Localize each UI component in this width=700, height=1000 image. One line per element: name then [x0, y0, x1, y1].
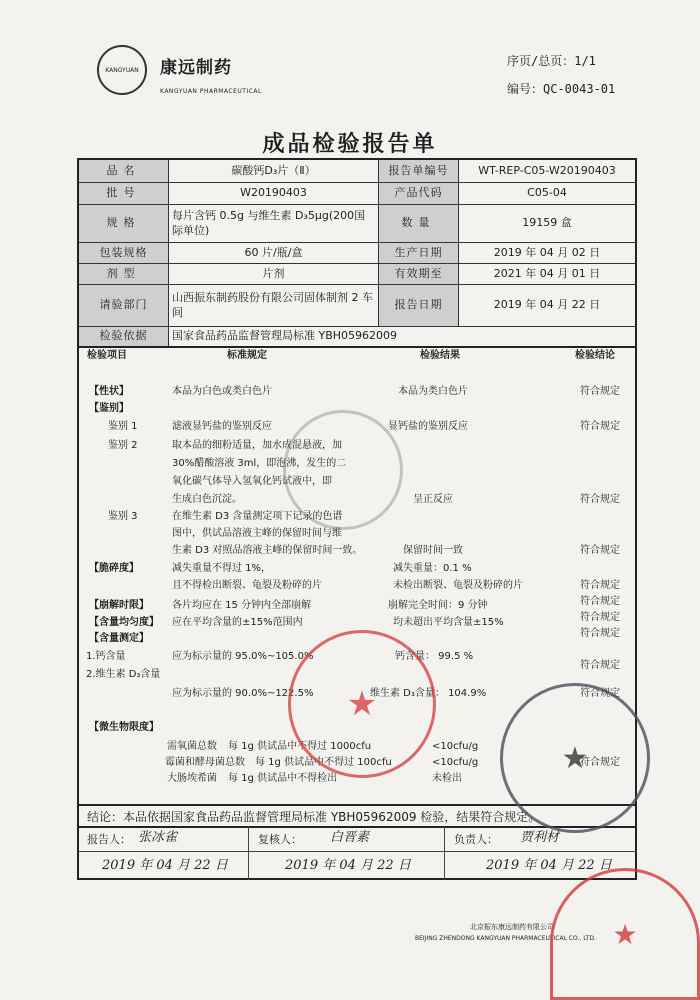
friability-standard-l2: 且不得检出断裂、龟裂及粉碎的片: [172, 580, 322, 591]
ident2-standard-l2: 30%醋酸溶液 3ml，即泡沸，发生的二: [172, 458, 347, 469]
microbial3-result: 未检出: [432, 773, 462, 784]
disintegration-conclusion: 符合规定: [580, 612, 620, 623]
friability-conclusion-1: 符合规定: [580, 580, 620, 591]
report-no-label: 报告单编号: [379, 160, 459, 183]
reporter-date: 2019 年 04 月 22 日: [102, 858, 228, 873]
ident1-standard: 滤液显钙盐的鉴别反应: [172, 421, 272, 432]
ident3-standard-l1: 在维生素 D3 含量测定项下记录的色谱: [172, 511, 343, 522]
disintegration-standard: 各片均应在 15 分钟内全部崩解: [172, 600, 312, 611]
ident2-standard-l4: 生成白色沉淀。: [172, 494, 242, 505]
company-logo: [97, 45, 147, 95]
pack-value: 60 片/瓶/盒: [169, 243, 379, 264]
star-icon: ★: [561, 740, 589, 776]
name-value: 碳酸钙D₃片（Ⅱ）: [169, 160, 379, 183]
assay2-conclusion: 符合规定: [580, 688, 620, 699]
reviewer-signature: 白晋素: [330, 830, 370, 845]
ident2-name: 鉴别 2: [108, 440, 138, 451]
ident3-result: 保留时间一致: [403, 545, 463, 556]
info-table: [77, 158, 637, 348]
microbial3-standard: 每 1g 供试品中不得检出: [228, 773, 338, 784]
company-name-en: KANGYUAN PHARMACEUTICAL: [160, 88, 262, 95]
expiry-value: 2021 年 04 月 01 日: [459, 264, 635, 285]
microbial2-result: <10cfu/g: [432, 757, 479, 768]
signature-divider-v2: [444, 826, 445, 880]
microbial3-name: 大肠埃希菌: [167, 773, 217, 784]
ident3-conclusion: 符合规定: [580, 545, 620, 556]
spec-value: 每片含钙 0.5g 与维生素 D₃5μg(200国际单位): [169, 205, 379, 243]
ident2-standard-l3: 氧化碳气体导入氢氧化钙试液中，即: [172, 476, 332, 487]
company-name: 康远制药: [160, 58, 232, 78]
batch-value: W20190403: [169, 183, 379, 205]
microbial-heading: 【微生物限度】: [89, 722, 159, 733]
ident3-name: 鉴别 3: [108, 511, 138, 522]
stamp-kangyuan: [500, 683, 650, 833]
uniformity-result: 均未超出平均含量±15%: [393, 617, 504, 628]
assay1-standard: 应为标示量的 95.0%~105.0%: [172, 651, 314, 662]
assay2-standard: 应为标示量的 90.0%~122.5%: [172, 688, 314, 699]
responsible-signature: 贾利材: [520, 830, 560, 845]
page-number: 序页/总页：1/1: [507, 54, 596, 68]
dept-label: 请验部门: [79, 285, 169, 327]
reporter-signature: 张冰雀: [138, 830, 178, 845]
assay1-name: 1.钙含量: [86, 651, 126, 662]
assay1-conclusion: 符合规定: [580, 660, 620, 671]
ident2-conclusion: 符合规定: [580, 494, 620, 505]
appearance-result: 本品为类白色片: [398, 386, 468, 397]
report-date-label: 报告日期: [379, 285, 459, 327]
code-label: 产品代码: [379, 183, 459, 205]
assay2-name: 2.维生素 D₃含量: [86, 669, 161, 680]
microbial2-name: 霉菌和酵母菌总数: [165, 757, 245, 768]
column-item: 检验项目: [87, 350, 127, 361]
batch-label: 批号: [79, 183, 169, 205]
basis-value: 国家食品药品监督管理局标准 YBH05962009: [172, 329, 398, 343]
red-stamp-suzhou: [550, 868, 700, 1000]
name-label: 品名: [79, 160, 169, 183]
reviewer-label: 复核人：: [258, 833, 302, 846]
uniformity-heading: 【含量均匀度】: [89, 617, 159, 628]
prod-date-value: 2019 年 04 月 02 日: [459, 243, 635, 264]
friability-conclusion-2: 符合规定: [580, 596, 620, 607]
logo-icon: KANGYUAN: [105, 66, 139, 74]
star-icon: ★: [346, 684, 378, 724]
signature-divider-v1: [248, 826, 249, 880]
form-label: 剂型: [79, 264, 169, 285]
basis-label: 检验依据: [79, 327, 169, 346]
dept-value: 山西振东制药股份有限公司固体制剂 2 车间: [169, 285, 379, 327]
appearance-conclusion: 符合规定: [580, 386, 620, 397]
report-title: 成品检验报告单: [262, 132, 438, 157]
friability-standard-l1: 减失重量不得过 1%，: [172, 563, 272, 574]
microbial2-standard: 每 1g 供试品中不得过 100cfu: [255, 757, 392, 768]
star-icon: ★: [612, 917, 638, 951]
assay1-result: 钙含量： 99.5 %: [395, 651, 474, 662]
microbial1-standard: 每 1g 供试品中不得过 1000cfu: [228, 741, 372, 752]
assay-heading: 【含量测定】: [89, 633, 149, 644]
column-result: 检验结果: [420, 350, 460, 361]
appearance-standard: 本品为白色或类白色片: [172, 386, 272, 397]
qty-label: 数量: [379, 205, 459, 243]
appearance-heading: 【性状】: [89, 386, 129, 397]
prod-date-label: 生产日期: [379, 243, 459, 264]
gray-stamp: [283, 410, 403, 530]
ident2-result: 呈正反应: [413, 494, 453, 505]
ident1-name: 鉴别 1: [108, 421, 138, 432]
column-standard: 标准规定: [227, 350, 267, 361]
microbial1-name: 需氧菌总数: [167, 741, 217, 752]
disintegration-result: 崩解完全时间：9 分钟: [388, 600, 488, 611]
form-value: 片剂: [169, 264, 379, 285]
ident2-standard-l1: 取本品的细粉适量，加水成混悬液，加: [172, 440, 342, 451]
red-stamp-hubei: [288, 630, 436, 778]
ident3-standard-l3: 生素 D3 对照品溶液主峰的保留时间一致。: [172, 545, 363, 556]
code-value: C05-04: [459, 183, 635, 205]
qty-value: 19159 盒: [459, 205, 635, 243]
disintegration-heading: 【崩解时限】: [89, 600, 149, 611]
friability-result-l1: 减失重量：0.1 %: [393, 563, 472, 574]
uniformity-conclusion: 符合规定: [580, 628, 620, 639]
reviewer-date: 2019 年 04 月 22 日: [285, 858, 411, 873]
ident3-standard-l2: 图中，供试品溶液主峰的保留时间与维: [172, 528, 342, 539]
report-date-value: 2019 年 04 月 22 日: [459, 285, 635, 327]
responsible-date: 2019 年 04 月 22 日: [486, 858, 612, 873]
uniformity-standard: 应在平均含量的±15%范围内: [172, 617, 303, 628]
friability-heading: 【脆碎度】: [89, 563, 139, 574]
signature-divider: [77, 851, 637, 852]
ident1-result: 显钙盐的鉴别反应: [388, 421, 468, 432]
footer-address-cn: 北京振东康远制药有限公司: [470, 923, 554, 931]
responsible-label: 负责人：: [454, 833, 498, 846]
spec-label: 规格: [79, 205, 169, 243]
report-no-value: WT-REP-C05-W20190403: [459, 160, 635, 183]
ident1-conclusion: 符合规定: [580, 421, 620, 432]
pack-label: 包装规格: [79, 243, 169, 264]
assay2-result: 维生素 D₃含量： 104.9%: [370, 688, 487, 699]
column-conclusion: 检验结论: [575, 350, 615, 361]
reporter-label: 报告人：: [87, 833, 131, 846]
friability-result-l2: 未检出断裂、龟裂及粉碎的片: [393, 580, 523, 591]
identification-heading: 【鉴别】: [89, 403, 129, 414]
footer-address-en: BEIJING ZHENDONG KANGYUAN PHARMACEUTICAL CO., LTD.: [415, 935, 596, 942]
microbial1-result: <10cfu/g: [432, 741, 479, 752]
document-number: 编号：QC-0043-01: [507, 82, 616, 96]
microbial-conclusion: 符合规定: [580, 757, 620, 768]
conclusion-row: 结论：本品依据国家食品药品监督管理局标准 YBH05962009 检验，结果符合规定。: [77, 804, 637, 828]
expiry-label: 有效期至: [379, 264, 459, 285]
